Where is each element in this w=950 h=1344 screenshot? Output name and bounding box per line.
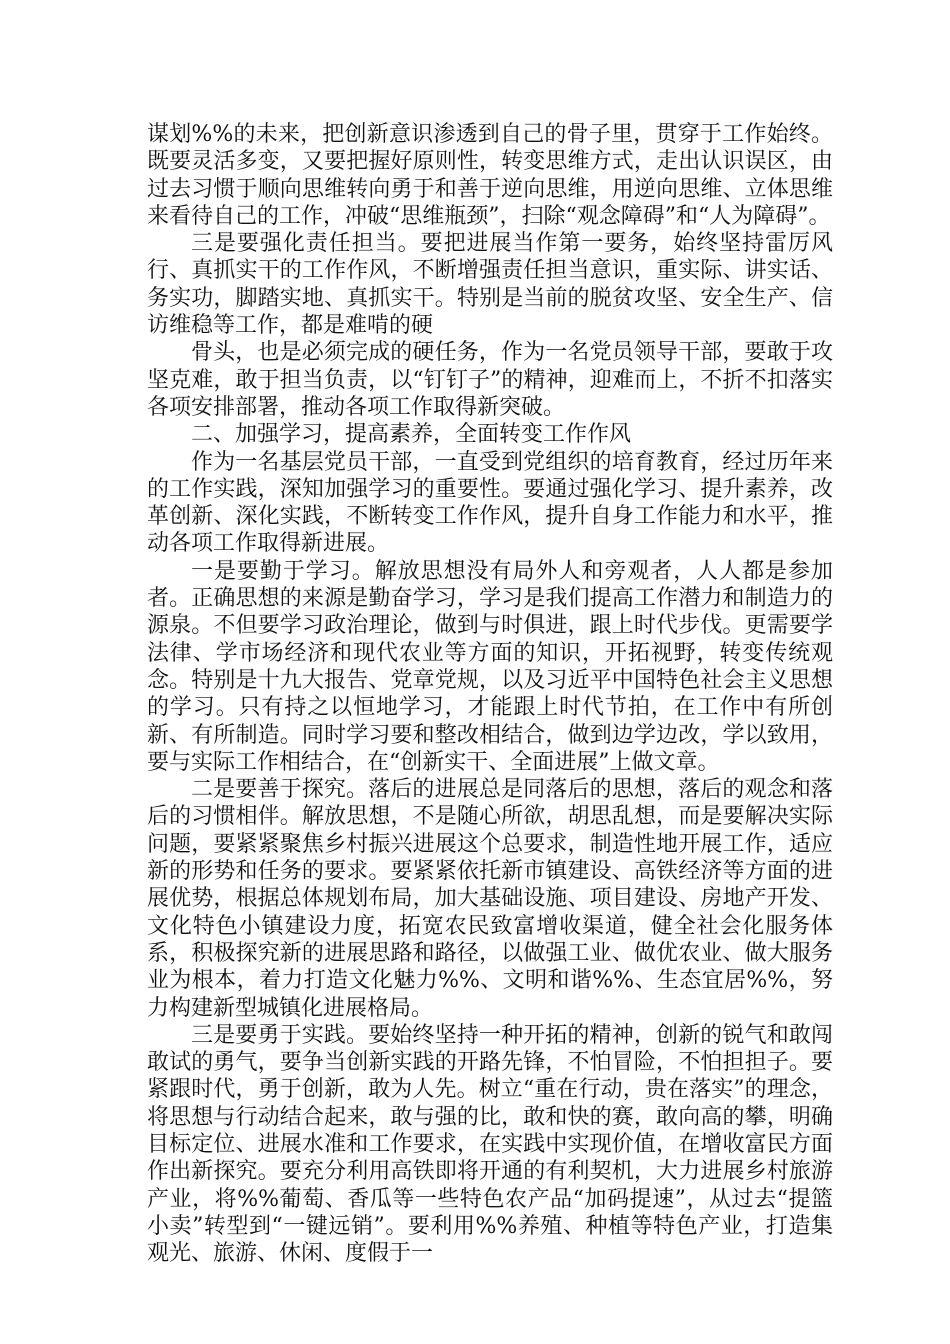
paragraph-explore: 二是要善于探究。落后的进展总是同落后的思想，落后的观念和落后的习惯相伴。解放思想，不是随心所欲，胡思乱想，而是要解决实际问题，要紧紧聚焦乡村振兴进展这个总要求，制造性地开展工作，适应新的形势和任务的要求。要紧紧依托新市镇建设、高铁经济等方面的进展优势，根据总体规划布局，加大基础设施、项目建设、房地产开发、文化特色小镇建设力度，拓宽农民致富增收渠道，健全社会化服务体系，积极探究新的进展思路和路径，以做强工业、做优农业、做大服务业为根本，着力打造文化魅力%%、文明和谐%%、生态宜居%%，努力构建新型城镇化进展格局。 bbox=[147, 777, 833, 1021]
paragraph-continuation: 谋划%%的未来，把创新意识渗透到自己的骨子里，贯穿于工作始终。既要灵活多变，又要把握好原则性，转变思维方式，走出认识误区，由过去习惯于顺向思维转向勇于和善于逆向思维，用逆向思维、立体思维来看待自己的工作，冲破“思维瓶颈”，扫除“观念障碍”和“人为障碍”。 bbox=[147, 122, 833, 229]
paragraph-tackle-hard: 骨头，也是必须完成的硬任务，作为一名党员领导干部，要敢于攻坚克难，敢于担当负责，以“钉钉子”的精神，迎难而上，不折不扣落实各项安排部署，推动各项工作取得新突破。 bbox=[147, 340, 833, 420]
section-heading: 二、加强学习，提高素养，全面转变工作作风 bbox=[191, 422, 632, 448]
paragraph-responsibility: 三是要强化责任担当。要把进展当作第一要务，始终坚持雷厉风行、真抓实干的工作作风，不断增强责任担当意识，重实际、讲实话、务实功，脚踏实地、真抓实干。特别是当前的脱贫攻坚、安全生产、信访维稳等工作，都是难啃的硬 bbox=[147, 231, 833, 339]
document-page bbox=[147, 121, 833, 1267]
paragraph-intro-learning: 作为一名基层党员干部，一直受到党组织的培育教育，经过历年来的工作实践，深知加强学习的重要性。要通过强化学习、提升素养，改革创新、深化实践，不断转变工作作风，提升自身工作能力和水平，推动各项工作取得新进展。 bbox=[147, 449, 833, 557]
paragraph-diligent-study: 一是要勤于学习。解放思想没有局外人和旁观者，人人都是参加者。正确思想的来源是勤奋学习，学习是我们提高工作潜力和制造力的源泉。不但要学习政治理论，做到与时俱进，跟上时代步伐。更需要学法律、学市场经济和现代农业等方面的知识，开拓视野，转变传统观念。特别是十九大报告、党章党规，以及习近平中国特色社会主义思想的学习。只有持之以恒地学习，才能跟上时代节拍，在工作中有所创新、有所制造。同时学习要和整改相结合，做到边学边改，学以致用，要与实际工作相结合，在“创新实干、全面进展”上做文章。 bbox=[147, 558, 833, 775]
paragraph-practice: 三是要勇于实践。要始终坚持一种开拓的精神，创新的锐气和敢闯敢试的勇气，要争当创新实践的开路先锋，不怕冒险，不怕担担子。要紧跟时代，勇于创新，敢为人先。树立“重在行动，贵在落实”的理念，将思想与行动结合起来，敢与强的比，敢和快的赛，敢向高的攀，明确目标定位、进展水准和工作要求，在实践中实现价值，在增收富民方面作出新探究。要充分利用高铁即将开通的有利契机，大力进展乡村旅游产业，将%%葡萄、香瓜等一些特色农产品“加码提速”，从过去“提篮小卖”转型到“一键远销”。要利用%%养殖、种植等特色产业，打造集观光、旅游、休闲、度假于一 bbox=[147, 1022, 833, 1267]
